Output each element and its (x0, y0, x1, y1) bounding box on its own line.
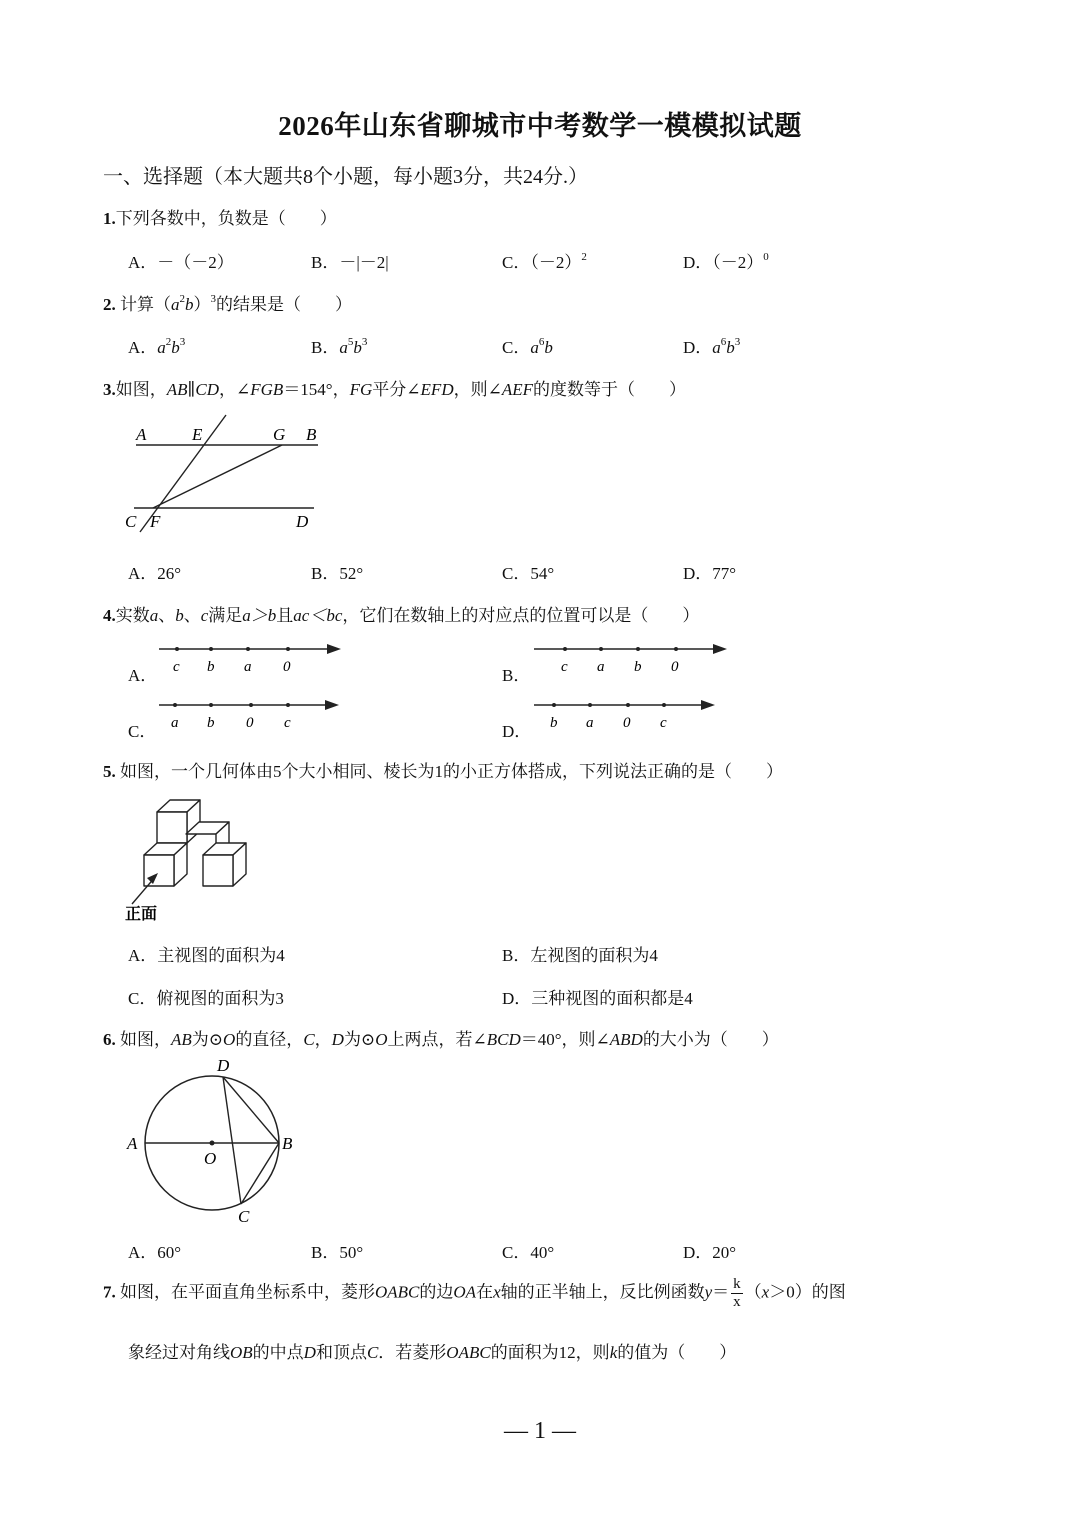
q5-option-d: D．三种视图的面积都是4 (502, 989, 693, 1008)
page-number: — 1 — (504, 1418, 576, 1444)
svg-text:a: a (586, 715, 594, 731)
question-7: 7. 如图，在平面直角坐标系中，菱形OABC的边OA在x轴的正半轴上，反比例函数y＝ $\frac{k}{x}$ （x＞0）的图 (103, 1276, 846, 1310)
q4-option-a-label: A． (128, 666, 158, 685)
q5-figure-cubes (120, 792, 260, 927)
q4-number-line-c (155, 696, 345, 732)
svg-text:b: b (634, 659, 642, 675)
question-2: 2. 计算$(a^2b)^3$的结果是（ ） (103, 293, 352, 314)
svg-text:0: 0 (246, 715, 254, 731)
fraction-k-over-x: $\frac{k}{x}$ (733, 1276, 741, 1310)
q1-option-b: B．－|－2| (311, 253, 389, 272)
q3-option-d: D．77° (683, 564, 737, 583)
question-5: 5. 如图，一个几何体由5个大小相同、棱长为1的小正方体搭成，下列说法正确的是（ ） (103, 762, 783, 781)
question-7-line-2: 象经过对角线OB的中点D和顶点C．若菱形OABC的面积为12，则k的值为（ ） (128, 1343, 737, 1362)
q2-option-a: A．$a^2b^3$ (128, 336, 186, 357)
fig-label-c: C (125, 512, 137, 531)
q3-option-a: A．26° (128, 564, 182, 583)
page-title: 2026年山东省聊城市中考数学一模模拟试题 (278, 111, 802, 141)
svg-text:a: a (244, 659, 252, 675)
question-4: 4.实数a、b、c满足a＞b且ac＜bc，它们在数轴上的对应点的位置可以是（ ） (103, 606, 700, 625)
q5-option-b: B．左视图的面积为4 (502, 946, 658, 965)
fig-label-a: A (136, 425, 147, 444)
svg-text:c: c (561, 659, 568, 675)
svg-text:0: 0 (283, 659, 291, 675)
q6-option-c: C．40° (502, 1243, 555, 1262)
svg-text:0: 0 (623, 715, 631, 731)
svg-text:b: b (207, 715, 215, 731)
fig-label-o: O (204, 1149, 217, 1168)
section-heading: 一、选择题（本大题共8个小题，每小题3分，共24分.） (103, 166, 588, 188)
svg-text:c: c (173, 659, 180, 675)
fig-label-b: B (282, 1134, 293, 1153)
fig-label-d: D (217, 1056, 230, 1075)
q3-option-c: C．54° (502, 564, 555, 583)
q1-option-a: A．－（－2） (128, 253, 234, 272)
q4-number-line-b (530, 640, 730, 676)
q5-option-a: A．主视图的面积为4 (128, 946, 285, 965)
svg-text:a: a (171, 715, 179, 731)
q6-option-b: B．50° (311, 1243, 364, 1262)
fig-label-f: F (150, 512, 161, 531)
question-number: 1. (103, 209, 116, 228)
q3-figure-parallel-lines (120, 412, 330, 537)
svg-text:c: c (284, 715, 291, 731)
svg-text:0: 0 (671, 659, 679, 675)
fig-label-b: B (306, 425, 317, 444)
q1-option-d: D．$(-2)^0$ (683, 251, 769, 272)
q1-option-c: C．$(-2)^2$ (502, 251, 587, 272)
q4-number-line-d (530, 696, 720, 732)
svg-text:c: c (660, 715, 667, 731)
question-6: 6. 如图，AB为⊙O的直径，C，D为⊙O上两点，若∠BCD＝40°，则∠ABD的大小为（ ） (103, 1030, 779, 1049)
q5-option-c: C．俯视图的面积为3 (128, 989, 284, 1008)
question-text: 下列各数中，负数是（ ） (115, 209, 337, 228)
fig-label-g: G (273, 425, 286, 444)
q4-option-d-label: D． (502, 722, 532, 741)
front-label: 正面 (125, 904, 158, 923)
fig-label-a: A (127, 1134, 138, 1153)
q3-option-b: B．52° (311, 564, 364, 583)
q4-option-b-label: B． (502, 666, 531, 685)
q2-option-c: C．$a^6b$ (502, 336, 553, 357)
q4-option-c-label: C． (128, 722, 157, 741)
q6-option-a: A．60° (128, 1243, 182, 1262)
svg-text:a: a (597, 659, 605, 675)
svg-text:b: b (207, 659, 215, 675)
fig-label-c: C (238, 1207, 250, 1226)
q2-option-d: D．$a^6b^3$ (683, 336, 741, 357)
svg-text:b: b (550, 715, 558, 731)
q2-option-b: B．$a^5b^3$ (311, 336, 368, 357)
fig-label-d: D (296, 512, 309, 531)
fig-label-e: E (192, 425, 203, 444)
question-3: 3.如图，AB∥CD，∠FGB＝154°，FG平分∠EFD，则∠AEF的度数等于（ ） (103, 380, 686, 399)
q4-number-line-a (155, 640, 345, 676)
q6-figure-circle (120, 1053, 310, 1228)
q6-option-d: D．20° (683, 1243, 737, 1262)
question-1 (103, 204, 337, 229)
